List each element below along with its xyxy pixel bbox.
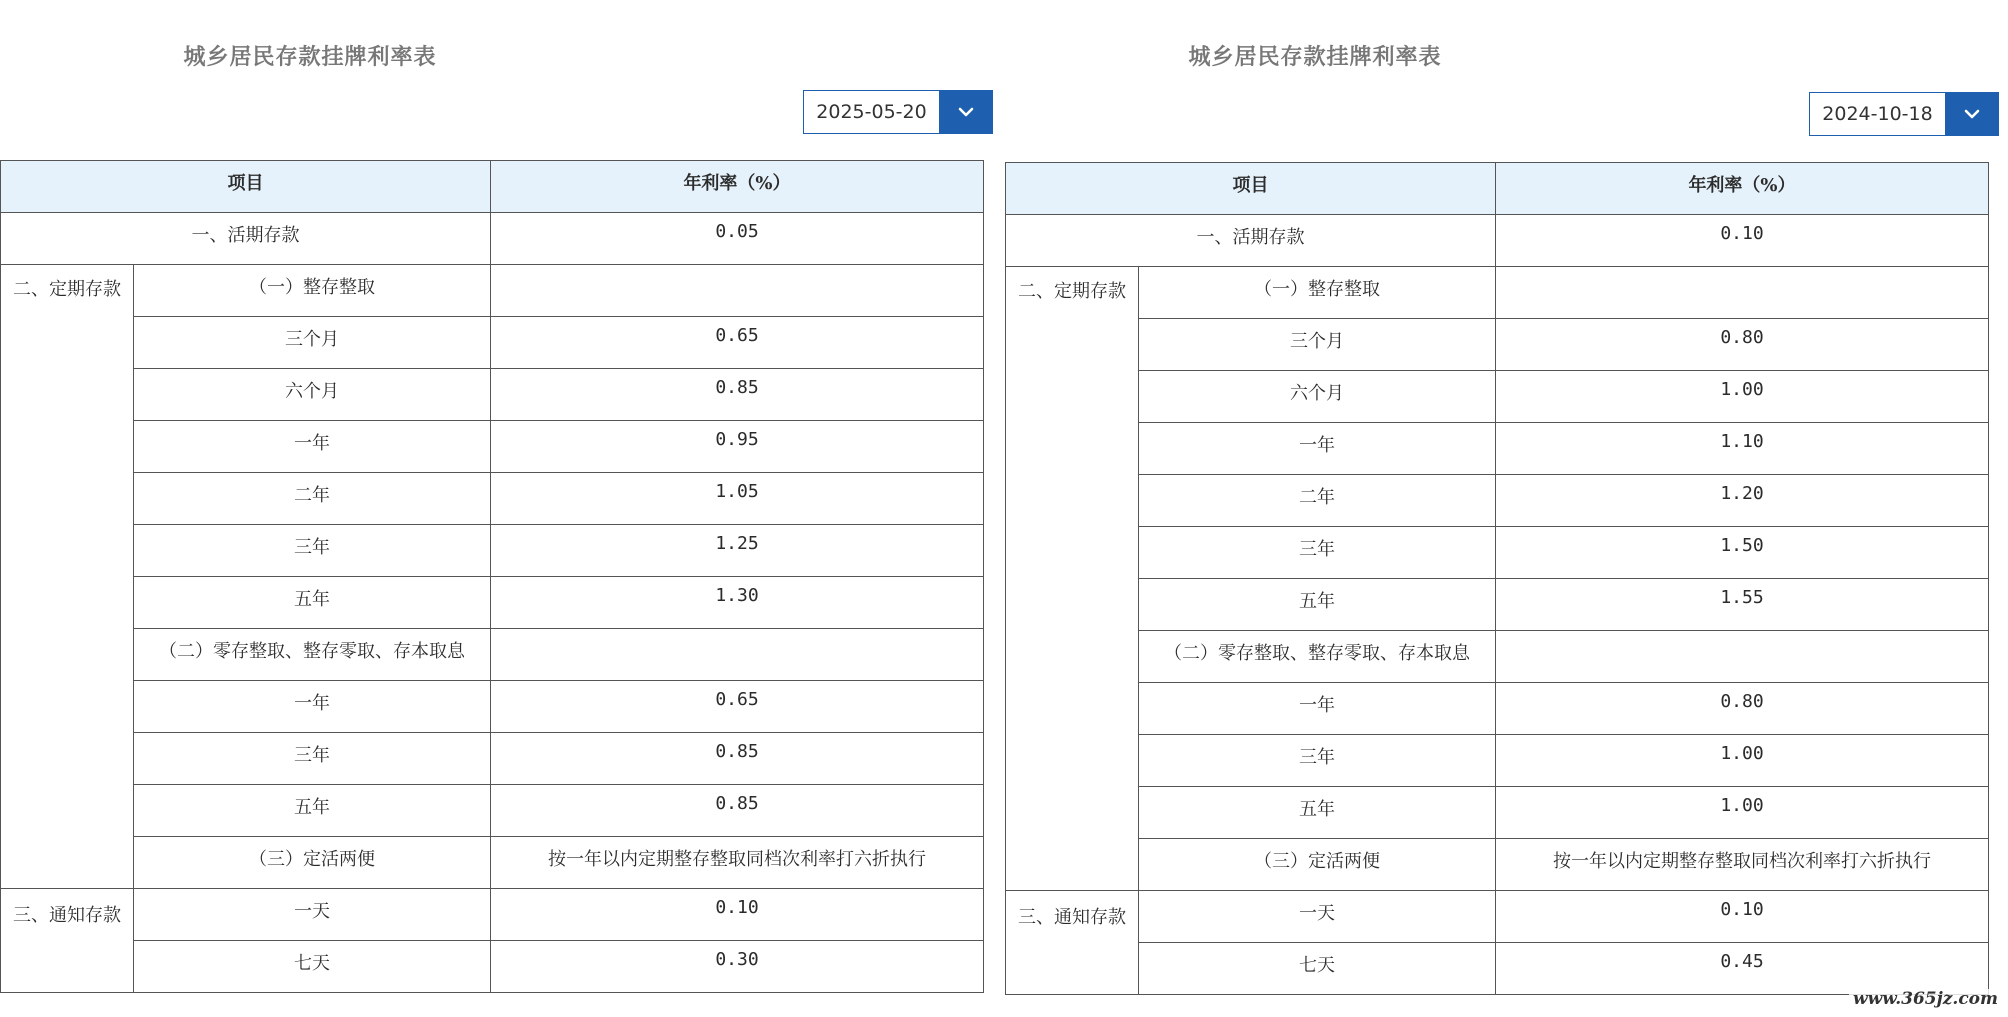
table-row [1, 941, 984, 993]
date-select-button[interactable] [939, 90, 993, 134]
rate-cell: 0.85 [491, 369, 984, 421]
table-row [1, 629, 984, 681]
rate-cell-empty [1496, 631, 1989, 683]
date-select-button[interactable] [1945, 92, 1999, 136]
subcategory-lump: （一）整存整取 [1139, 267, 1496, 319]
date-select[interactable] [1809, 92, 1999, 136]
term-cell: 一年 [1139, 423, 1496, 475]
rate-cell-empty [491, 629, 984, 681]
rate-cell: 1.25 [491, 525, 984, 577]
rate-panel-left [0, 0, 983, 1017]
table-row [1006, 891, 1989, 943]
term-cell: 五年 [1139, 579, 1496, 631]
chevron-down-icon [957, 106, 975, 118]
table-row [1, 785, 984, 837]
term-cell: 三年 [134, 525, 491, 577]
term-cell: 一年 [134, 421, 491, 473]
rate-cell: 0.80 [1496, 319, 1989, 371]
subcategory-installment: （二）零存整取、整存零取、存本取息 [134, 629, 491, 681]
table-row [1006, 423, 1989, 475]
rate-cell: 0.65 [491, 317, 984, 369]
header-rate: 年利率（%） [1496, 163, 1989, 215]
term-cell: 三年 [134, 733, 491, 785]
rate-cell: 0.65 [491, 681, 984, 733]
table-row [1006, 787, 1989, 839]
table-row [1, 577, 984, 629]
table-row [1006, 475, 1989, 527]
table-row [1006, 735, 1989, 787]
chevron-down-icon [1963, 108, 1981, 120]
rate-table [1005, 162, 1989, 995]
term-cell: 一天 [134, 889, 491, 941]
term-cell: 五年 [134, 785, 491, 837]
table-row [1006, 839, 1989, 891]
date-select-value: 2024-10-18 [1809, 92, 1945, 136]
subcategory-flexible: （三）定活两便 [134, 837, 491, 889]
table-row [1, 265, 984, 317]
rate-cell: 1.00 [1496, 371, 1989, 423]
table-row [1006, 371, 1989, 423]
term-cell: 一年 [134, 681, 491, 733]
table-row [1006, 631, 1989, 683]
rate-cell: 1.55 [1496, 579, 1989, 631]
rate-cell: 0.95 [491, 421, 984, 473]
subcategory-lump: （一）整存整取 [134, 265, 491, 317]
table-header-row [1006, 163, 1989, 215]
term-cell: 二年 [134, 473, 491, 525]
rate-cell-empty [491, 265, 984, 317]
rate-cell: 1.00 [1496, 787, 1989, 839]
table-row [1, 421, 984, 473]
table-row [1, 837, 984, 889]
term-cell: 七天 [134, 941, 491, 993]
rate-cell: 1.20 [1496, 475, 1989, 527]
table-row [1, 889, 984, 941]
table-row [1006, 943, 1989, 995]
rate-cell: 0.85 [491, 733, 984, 785]
rate-cell: 1.50 [1496, 527, 1989, 579]
table-row [1, 733, 984, 785]
rate-cell: 0.10 [491, 889, 984, 941]
table-row [1006, 527, 1989, 579]
rate-cell-empty [1496, 267, 1989, 319]
rate-cell: 0.05 [491, 213, 984, 265]
term-cell: 六个月 [1139, 371, 1496, 423]
rate-cell: 0.10 [1496, 215, 1989, 267]
table-row [1, 681, 984, 733]
table-row [1, 369, 984, 421]
term-cell: 五年 [1139, 787, 1496, 839]
term-cell: 三年 [1139, 527, 1496, 579]
header-item: 项目 [1006, 163, 1496, 215]
rate-cell: 1.05 [491, 473, 984, 525]
category-fixed: 二、定期存款 [1, 265, 134, 889]
table-row [1, 317, 984, 369]
rate-cell: 0.30 [491, 941, 984, 993]
term-cell: 六个月 [134, 369, 491, 421]
term-cell: 一年 [1139, 683, 1496, 735]
category-demand: 一、活期存款 [1, 213, 491, 265]
site-watermark: www.365jz.com [1849, 989, 2002, 1009]
rate-cell: 1.30 [491, 577, 984, 629]
page-title: 城乡居民存款挂牌利率表 [183, 45, 437, 70]
rate-table [0, 160, 984, 993]
table-row [1006, 579, 1989, 631]
subcategory-installment: （二）零存整取、整存零取、存本取息 [1139, 631, 1496, 683]
rate-cell: 0.80 [1496, 683, 1989, 735]
date-select-value: 2025-05-20 [803, 90, 939, 134]
header-rate: 年利率（%） [491, 161, 984, 213]
rate-cell: 0.10 [1496, 891, 1989, 943]
table-row [1, 473, 984, 525]
table-row [1, 213, 984, 265]
rate-cell: 1.10 [1496, 423, 1989, 475]
term-cell: 七天 [1139, 943, 1496, 995]
rate-cell: 按一年以内定期整存整取同档次利率打六折执行 [1496, 839, 1989, 891]
table-header-row [1, 161, 984, 213]
table-row [1006, 319, 1989, 371]
rate-cell: 0.45 [1496, 943, 1989, 995]
term-cell: 三个月 [134, 317, 491, 369]
category-fixed: 二、定期存款 [1006, 267, 1139, 891]
rate-panel-right [1005, 0, 1988, 1017]
rate-cell: 1.00 [1496, 735, 1989, 787]
rate-cell: 按一年以内定期整存整取同档次利率打六折执行 [491, 837, 984, 889]
table-row [1, 525, 984, 577]
table-row [1006, 683, 1989, 735]
date-select[interactable] [803, 90, 993, 134]
subcategory-flexible: （三）定活两便 [1139, 839, 1496, 891]
category-notice: 三、通知存款 [1006, 891, 1139, 995]
term-cell: 三年 [1139, 735, 1496, 787]
category-notice: 三、通知存款 [1, 889, 134, 993]
category-demand: 一、活期存款 [1006, 215, 1496, 267]
rate-cell: 0.85 [491, 785, 984, 837]
term-cell: 一天 [1139, 891, 1496, 943]
table-row [1006, 215, 1989, 267]
table-row [1006, 267, 1989, 319]
page-title: 城乡居民存款挂牌利率表 [1188, 45, 1442, 70]
header-item: 项目 [1, 161, 491, 213]
term-cell: 二年 [1139, 475, 1496, 527]
term-cell: 五年 [134, 577, 491, 629]
term-cell: 三个月 [1139, 319, 1496, 371]
